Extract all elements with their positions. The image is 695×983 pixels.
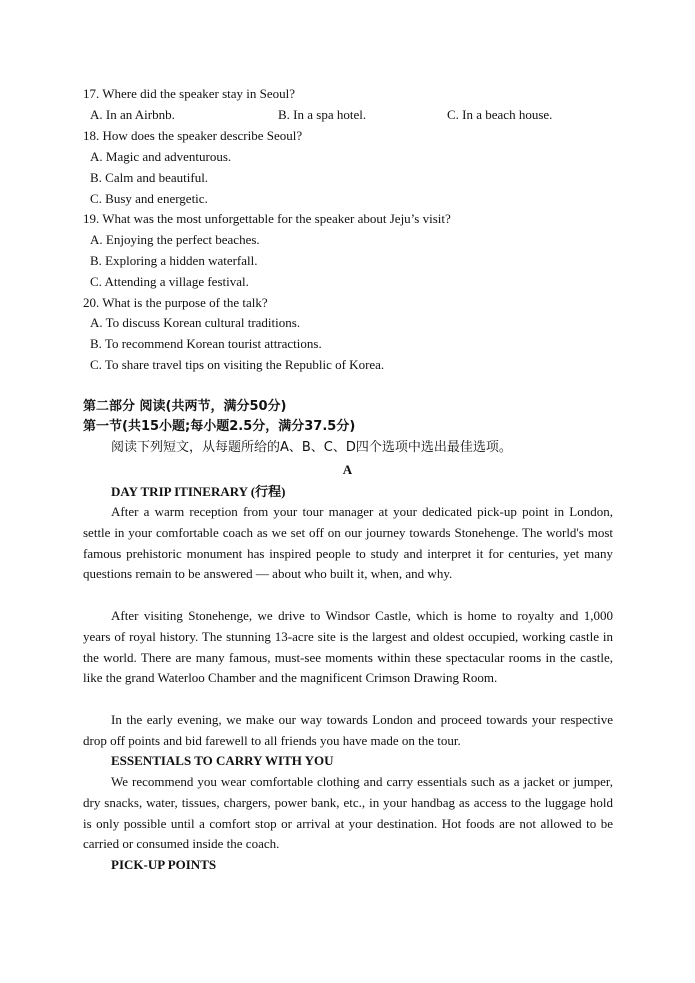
question-17-stem: 17. Where did the speaker stay in Seoul? [83, 86, 296, 101]
question-20-option-a: A. To discuss Korean cultural traditions. [90, 315, 301, 330]
passage-label: A [342, 462, 353, 477]
paragraph-1: After a warm reception from your tour manager at your dedicated pick-up point in London, settle in your comfortable coach as we set off on our journey towards Stonehenge. The world's most famous prehistoric monument has inspired people to study and interpret it for centuries, yet many questions remain to be answered — about who built it, when, and why. [83, 504, 613, 582]
question-20-option-c: C. To share travel tips on visiting the Republic of Korea. [90, 357, 385, 372]
reading-part-title: 第二部分 阅读(共两节，满分50分) [83, 399, 287, 414]
reading-section-title: 第一节(共15小题;每小题2.5分，满分37.5分) [83, 419, 356, 434]
question-19-option-c: C. Attending a village festival. [90, 274, 249, 289]
heading-day-trip-itinerary: DAY TRIP ITINERARY (行程) [111, 484, 286, 499]
question-20-stem: 20. What is the purpose of the talk? [83, 295, 268, 310]
question-18-stem: 18. How does the speaker describe Seoul? [83, 128, 303, 143]
paragraph-2: After visiting Stonehenge, we drive to Windsor Castle, which is home to royalty and 1,000 years of royal history. The stunning 13-acre site is the largest and oldest occupied, working castle in the world. There are many famous, must-see moments within these spectacular rooms in the castle, like the grand Waterloo Chamber and the magnificent Crimson Drawing Room. [83, 608, 613, 686]
question-17-option-b: B. In a spa hotel. [278, 107, 367, 122]
question-19-option-b: B. Exploring a hidden waterfall. [90, 253, 258, 268]
heading-essentials: ESSENTIALS TO CARRY WITH YOU [111, 753, 334, 768]
question-19-option-a: A. Enjoying the perfect beaches. [90, 232, 260, 247]
question-19-stem: 19. What was the most unforgettable for the speaker about Jeju’s visit? [83, 211, 451, 226]
question-18-option-a: A. Magic and adventurous. [90, 149, 232, 164]
question-17-option-a: A. In an Airbnb. [90, 107, 175, 122]
question-18-option-b: B. Calm and beautiful. [90, 170, 209, 185]
paragraph-3: In the early evening, we make our way towards London and proceed towards your respective drop off points and bid farewell to all friends you have made on the tour. [83, 712, 613, 748]
question-17-option-c: C. In a beach house. [447, 107, 553, 122]
question-20-option-b: B. To recommend Korean tourist attractions. [90, 336, 322, 351]
heading-pick-up-points: PICK-UP POINTS [111, 857, 217, 872]
question-18-option-c: C. Busy and energetic. [90, 191, 208, 206]
reading-instruction: 阅读下列短文，从每题所给的A、B、C、D四个选项中选出最佳选项。 [111, 440, 512, 455]
paragraph-4: We recommend you wear comfortable clothing and carry essentials such as a jacket or jumper, dry snacks, water, tissues, chargers, power bank, etc., in your handbag as access to the luggage hold is only possible until a comfort stop or arrival at your destination. Hot foods are not allowed to be carried or consumed inside the coach. [83, 774, 613, 852]
